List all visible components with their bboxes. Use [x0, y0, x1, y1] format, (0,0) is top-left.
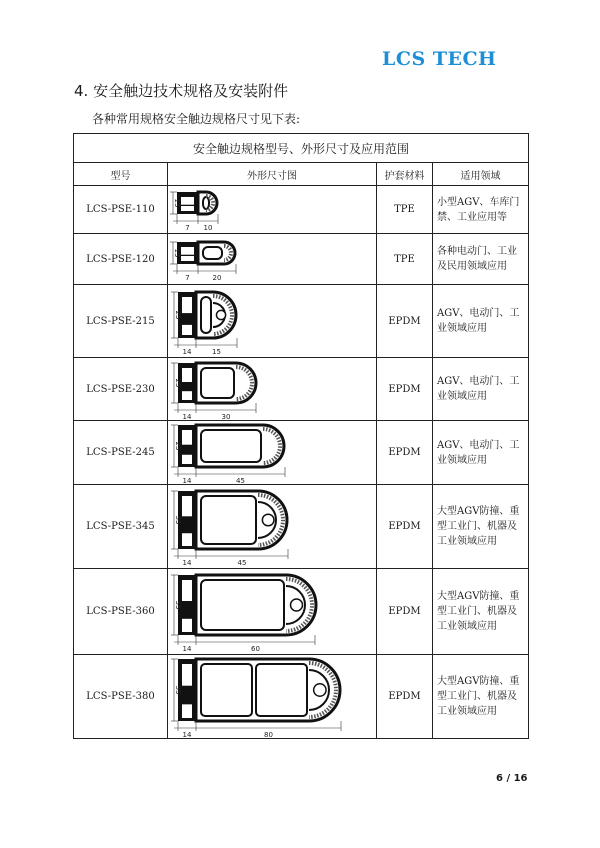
dim-width-label: 60 — [251, 645, 260, 653]
material-cell: TPE — [377, 186, 433, 234]
model-cell: LCS-PSE-230 — [74, 358, 168, 421]
profile-dimension-drawing — [168, 358, 377, 421]
profile-dimension-drawing — [168, 485, 377, 569]
section-intro: 各种常用规格安全触边规格尺寸见下表: — [92, 112, 301, 126]
dimension-drawing-cell — [168, 485, 377, 569]
dimension-drawing-cell — [168, 358, 377, 421]
dim-height-label: 35 — [174, 515, 182, 525]
spec-table — [73, 133, 529, 739]
table-row — [74, 358, 529, 421]
model-cell: LCS-PSE-345 — [74, 485, 168, 569]
material-cell: EPDM — [377, 655, 433, 739]
table-row — [74, 234, 529, 285]
profile-dimension-drawing — [168, 234, 377, 285]
dim-height-label: 25 — [174, 310, 182, 320]
application-cell: 大型AGV防撞、重型工业门、机器及工业领域应用 — [433, 655, 529, 739]
col-header-drawing: 外形尺寸图 — [168, 163, 377, 186]
table-row — [74, 655, 529, 739]
profile-dimension-drawing — [168, 186, 377, 234]
dim-height-label: 35 — [174, 600, 182, 610]
dim-height-label: 15 — [173, 198, 181, 208]
profile-drawing — [178, 491, 287, 549]
model-cell: LCS-PSE-215 — [74, 285, 168, 358]
table-row — [74, 421, 529, 485]
col-header-material: 护套材料 — [377, 163, 433, 186]
dimension-drawing-cell — [168, 421, 377, 485]
dim-base-label: 14 — [182, 559, 192, 567]
dim-width-label: 20 — [212, 274, 222, 282]
dim-base-label: 14 — [182, 413, 192, 421]
section-heading: 4. 安全触边技术规格及安装附件 — [74, 82, 289, 100]
material-cell: EPDM — [377, 421, 433, 485]
model-cell: LCS-PSE-245 — [74, 421, 168, 485]
dim-height-label: 15 — [173, 248, 181, 258]
profile-drawing — [178, 363, 256, 403]
page-number: 6 / 16 — [496, 773, 528, 784]
dim-base-label: 14 — [182, 348, 192, 356]
material-cell: EPDM — [377, 285, 433, 358]
profile-drawing — [178, 292, 236, 338]
dim-width-label: 15 — [212, 348, 221, 356]
model-cell: LCS-PSE-120 — [74, 234, 168, 285]
dim-height-label: 25 — [174, 378, 182, 388]
dim-height-label: 35 — [174, 685, 182, 695]
dim-base-label: 7 — [185, 274, 190, 282]
model-cell: LCS-PSE-360 — [74, 569, 168, 655]
profile-drawing — [177, 192, 217, 214]
application-cell: 大型AGV防撞、重型工业门、机器及工业领域应用 — [433, 569, 529, 655]
table-row — [74, 569, 529, 655]
dimension-drawing-cell — [168, 655, 377, 739]
dim-width-label: 10 — [203, 224, 213, 232]
material-cell: EPDM — [377, 569, 433, 655]
profile-dimension-drawing — [168, 655, 377, 739]
model-cell: LCS-PSE-110 — [74, 186, 168, 234]
table-row — [74, 485, 529, 569]
profile-drawing — [178, 659, 340, 721]
dim-width-label: 80 — [264, 731, 273, 739]
profile-drawing — [178, 425, 284, 467]
table-row — [74, 285, 529, 358]
material-cell: EPDM — [377, 485, 433, 569]
material-cell: EPDM — [377, 358, 433, 421]
dim-width-label: 45 — [236, 477, 245, 485]
material-cell: TPE — [377, 234, 433, 285]
col-header-application: 适用领域 — [433, 163, 529, 186]
dimension-drawing-cell — [168, 234, 377, 285]
dimension-drawing-cell — [168, 186, 377, 234]
dim-width-label: 30 — [221, 413, 231, 421]
profile-drawing — [177, 242, 235, 264]
dim-base-label: 14 — [182, 477, 192, 485]
dimension-drawing-cell — [168, 285, 377, 358]
table-title: 安全触边规格型号、外形尺寸及应用范围 — [74, 134, 529, 163]
dim-width-label: 45 — [237, 559, 247, 567]
application-cell: AGV、电动门、工业领域应用 — [433, 285, 529, 358]
dim-base-label: 14 — [182, 731, 192, 739]
dimension-drawing-cell — [168, 569, 377, 655]
dim-base-label: 7 — [185, 224, 190, 232]
dim-height-label: 25 — [174, 441, 182, 451]
application-cell: 小型AGV、车库门禁、工业应用等 — [433, 186, 529, 234]
dim-base-label: 14 — [182, 645, 192, 653]
profile-drawing — [178, 575, 316, 635]
model-cell: LCS-PSE-380 — [74, 655, 168, 739]
company-logo: LCS TECH — [382, 48, 497, 70]
profile-dimension-drawing — [168, 421, 377, 485]
application-cell: AGV、电动门、工业领域应用 — [433, 421, 529, 485]
application-cell: 大型AGV防撞、重型工业门、机器及工业领域应用 — [433, 485, 529, 569]
table-row — [74, 186, 529, 234]
application-cell: 各种电动门、工业及民用领域应用 — [433, 234, 529, 285]
profile-dimension-drawing — [168, 285, 377, 358]
col-header-model: 型号 — [74, 163, 168, 186]
application-cell: AGV、电动门、工业领域应用 — [433, 358, 529, 421]
profile-dimension-drawing — [168, 569, 377, 655]
